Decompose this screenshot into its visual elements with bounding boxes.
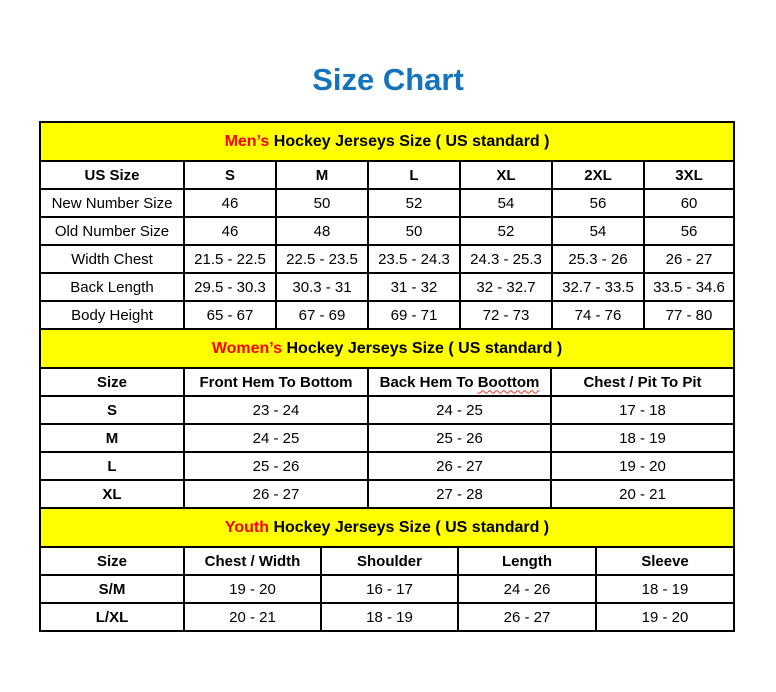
size-chart-tables bbox=[39, 121, 733, 632]
row-label: Width Chest bbox=[40, 245, 184, 273]
size-cell: 25.3 - 26 bbox=[552, 245, 644, 273]
col-header-back-prefix: Back Hem To bbox=[379, 373, 474, 391]
size-cell: 22.5 - 23.5 bbox=[276, 245, 368, 273]
col-header: Chest / Width bbox=[184, 547, 321, 575]
col-header: Size bbox=[40, 547, 184, 575]
mens-band-title bbox=[40, 122, 734, 161]
row-label: L/XL bbox=[40, 603, 184, 631]
youth-band-row bbox=[40, 508, 734, 547]
mens-band-black-text: Hockey Jerseys Size ( US standard ) bbox=[273, 132, 550, 150]
row-label: New Number Size bbox=[40, 189, 184, 217]
size-cell: 56 bbox=[644, 217, 734, 245]
size-cell: 23.5 - 24.3 bbox=[368, 245, 460, 273]
youth-header-row bbox=[40, 547, 734, 575]
col-header: Front Hem To Bottom bbox=[184, 368, 368, 396]
size-cell: 67 - 69 bbox=[276, 301, 368, 329]
size-cell: 56 bbox=[552, 189, 644, 217]
size-cell: 46 bbox=[184, 217, 276, 245]
size-cell: 50 bbox=[276, 189, 368, 217]
size-cell: 24 - 25 bbox=[184, 424, 368, 452]
table-row bbox=[40, 245, 734, 273]
youth-band-black-text: Hockey Jerseys Size ( US standard ) bbox=[273, 518, 550, 536]
size-cell: 26 - 27 bbox=[368, 452, 551, 480]
table-row bbox=[40, 189, 734, 217]
col-header: Chest / Pit To Pit bbox=[551, 368, 734, 396]
youth-band-title bbox=[40, 508, 734, 547]
col-header: US Size bbox=[40, 161, 184, 189]
col-header: S bbox=[184, 161, 276, 189]
table-row bbox=[40, 452, 734, 480]
size-cell: 46 bbox=[184, 189, 276, 217]
col-header: Size bbox=[40, 368, 184, 396]
size-cell: 32 - 32.7 bbox=[460, 273, 552, 301]
row-label: S bbox=[40, 396, 184, 424]
row-label: Old Number Size bbox=[40, 217, 184, 245]
mens-band-row bbox=[40, 122, 734, 161]
size-cell: 18 - 19 bbox=[596, 575, 734, 603]
size-cell: 18 - 19 bbox=[551, 424, 734, 452]
size-cell: 52 bbox=[460, 217, 552, 245]
table-row bbox=[40, 396, 734, 424]
table-row bbox=[40, 301, 734, 329]
size-cell: 24 - 26 bbox=[458, 575, 596, 603]
size-cell: 33.5 - 34.6 bbox=[644, 273, 734, 301]
row-label: Back Length bbox=[40, 273, 184, 301]
womens-band-red-word: Women’s bbox=[211, 339, 283, 357]
size-cell: 54 bbox=[552, 217, 644, 245]
table-row bbox=[40, 480, 734, 508]
size-cell: 27 - 28 bbox=[368, 480, 551, 508]
size-cell: 21.5 - 22.5 bbox=[184, 245, 276, 273]
col-header: L bbox=[368, 161, 460, 189]
col-header: M bbox=[276, 161, 368, 189]
col-header: Length bbox=[458, 547, 596, 575]
table-row bbox=[40, 603, 734, 631]
size-cell: 29.5 - 30.3 bbox=[184, 273, 276, 301]
size-cell: 16 - 17 bbox=[321, 575, 458, 603]
womens-band-black-text: Hockey Jerseys Size ( US standard ) bbox=[286, 339, 563, 357]
size-cell: 18 - 19 bbox=[321, 603, 458, 631]
size-cell: 26 - 27 bbox=[458, 603, 596, 631]
size-cell: 69 - 71 bbox=[368, 301, 460, 329]
spellcheck-squiggle-word: Boottom bbox=[477, 373, 540, 391]
col-header: 3XL bbox=[644, 161, 734, 189]
size-cell: 25 - 26 bbox=[368, 424, 551, 452]
size-cell: 19 - 20 bbox=[596, 603, 734, 631]
page-title: Size Chart bbox=[312, 62, 464, 97]
youth-size-table bbox=[39, 507, 735, 632]
col-header-misspelled bbox=[368, 368, 551, 396]
size-cell: 20 - 21 bbox=[551, 480, 734, 508]
size-cell: 31 - 32 bbox=[368, 273, 460, 301]
row-label: M bbox=[40, 424, 184, 452]
size-cell: 30.3 - 31 bbox=[276, 273, 368, 301]
youth-band-red-word: Youth bbox=[224, 518, 269, 536]
size-cell: 52 bbox=[368, 189, 460, 217]
row-label: S/M bbox=[40, 575, 184, 603]
col-header: 2XL bbox=[552, 161, 644, 189]
size-cell: 25 - 26 bbox=[184, 452, 368, 480]
size-cell: 54 bbox=[460, 189, 552, 217]
size-cell: 19 - 20 bbox=[184, 575, 321, 603]
size-cell: 26 - 27 bbox=[184, 480, 368, 508]
size-cell: 23 - 24 bbox=[184, 396, 368, 424]
table-row bbox=[40, 273, 734, 301]
col-header: Shoulder bbox=[321, 547, 458, 575]
col-header: Sleeve bbox=[596, 547, 734, 575]
table-row bbox=[40, 424, 734, 452]
womens-band-row bbox=[40, 329, 734, 368]
mens-size-table bbox=[39, 121, 735, 330]
womens-size-table bbox=[39, 328, 735, 509]
womens-header-row bbox=[40, 368, 734, 396]
col-header: XL bbox=[460, 161, 552, 189]
row-label: Body Height bbox=[40, 301, 184, 329]
table-row bbox=[40, 217, 734, 245]
size-cell: 24.3 - 25.3 bbox=[460, 245, 552, 273]
mens-band-red-word: Men’s bbox=[224, 132, 270, 150]
size-cell: 50 bbox=[368, 217, 460, 245]
size-cell: 32.7 - 33.5 bbox=[552, 273, 644, 301]
size-cell: 74 - 76 bbox=[552, 301, 644, 329]
size-cell: 24 - 25 bbox=[368, 396, 551, 424]
size-cell: 17 - 18 bbox=[551, 396, 734, 424]
row-label: L bbox=[40, 452, 184, 480]
size-cell: 20 - 21 bbox=[184, 603, 321, 631]
mens-header-row bbox=[40, 161, 734, 189]
size-cell: 65 - 67 bbox=[184, 301, 276, 329]
size-cell: 77 - 80 bbox=[644, 301, 734, 329]
size-cell: 72 - 73 bbox=[460, 301, 552, 329]
size-cell: 60 bbox=[644, 189, 734, 217]
row-label: XL bbox=[40, 480, 184, 508]
table-row bbox=[40, 575, 734, 603]
size-cell: 26 - 27 bbox=[644, 245, 734, 273]
size-cell: 19 - 20 bbox=[551, 452, 734, 480]
womens-band-title bbox=[40, 329, 734, 368]
size-cell: 48 bbox=[276, 217, 368, 245]
